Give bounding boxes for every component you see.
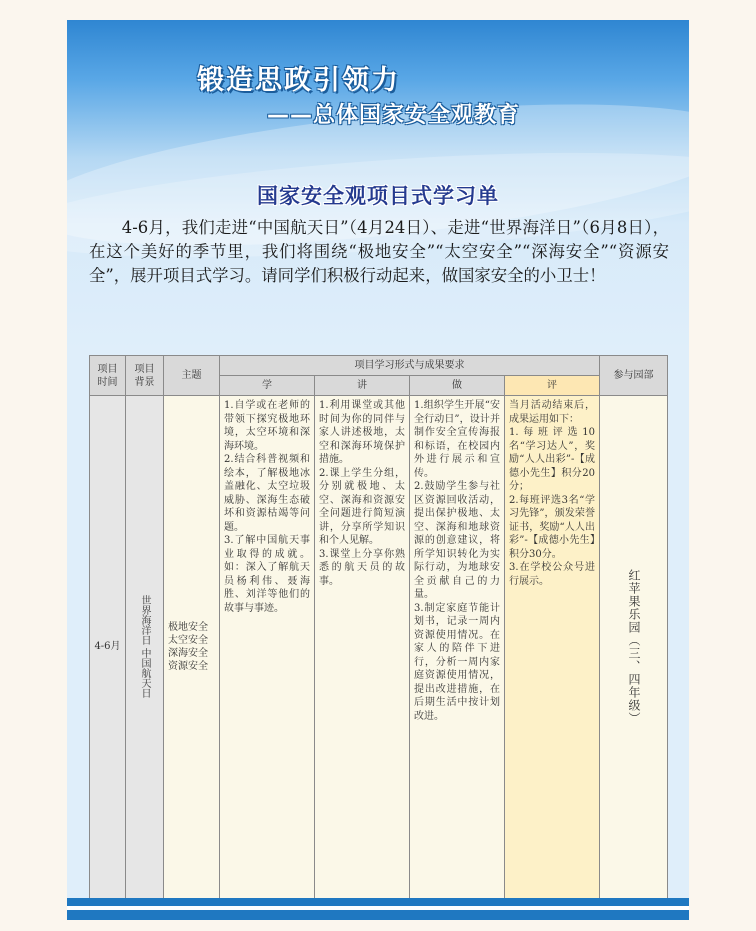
project-table <box>89 355 668 899</box>
table-row <box>90 396 668 899</box>
intro-paragraph: 4-6月，我们走进“中国航天日”（4月24日）、走进“世界海洋日”（6月8日），在这个美好的季节里，我们将围绕“极地安全”“太空安全”“深海安全”“资源安全”，展开项目式学习。请同学们积极行动起来，做国家安全的小卫士！ <box>89 218 669 285</box>
header-speak: 讲 <box>315 376 410 396</box>
cell-dept <box>600 396 668 899</box>
header-forms: 项目学习形式与成果要求 <box>220 356 600 376</box>
bottom-bar <box>67 910 689 920</box>
header-time: 项目 时间 <box>90 356 126 396</box>
bottom-bar <box>67 898 689 906</box>
poster-subtitle: ——总体国家安全观教育 <box>267 103 521 128</box>
poster-title: 锻造思政引领力 <box>197 65 400 96</box>
header-do: 做 <box>410 376 505 396</box>
study-sheet-title: 国家安全观项目式学习单 <box>257 183 499 208</box>
poster <box>67 20 689 920</box>
cell-time: 4-6月 <box>90 396 126 899</box>
header-theme: 主题 <box>164 356 220 396</box>
header-dept: 参与园部 <box>600 356 668 396</box>
background-text: 世界海洋日 中国航天日 <box>139 595 150 699</box>
header-background: 项目 背景 <box>126 356 164 396</box>
cell-theme: 极地安全 太空安全 深海安全 资源安全 <box>164 396 220 899</box>
header-learn: 学 <box>220 376 315 396</box>
cell-evaluate: 当月活动结束后，成果运用如下： 1.每班评选10名“学习达人”，奖励“人人出彩”-【成德小先生】积分20分； 2.每班评选3名“学习先锋”，颁发荣誉证书，奖励“人人出彩”-【成德小先生】积分30分。 3.在学校公众号进行展示。 <box>505 396 600 899</box>
cell-learn: 1.自学或在老师的带领下探究极地环境，太空环境和深海环境。 2.结合科普视频和绘本，了解极地冰盖融化、太空垃圾威胁、深海生态破坏和资源枯竭等问题。 3.了解中国航天事业取得的成就。如：深入了解航天员杨利伟、聂海胜、刘洋等他们的故事与事迹。 <box>220 396 315 899</box>
dept-text: 红苹果乐园（三、四年级） <box>627 569 641 725</box>
header-evaluate: 评 <box>505 376 600 396</box>
cell-do: 1.组织学生开展“安全行动日”，设计并制作安全宣传海报和标语，在校园内外进行展示和宣传。 2.鼓励学生参与社区资源回收活动，提出保护极地、太空、深海和地球资源的创意建议，将所学知识转化为实际行动，为地球安全贡献自己的力量。 3.制定家庭节能计划书，记录一周内资源使用情况。在家人的陪伴下进行，分析一周内家庭资源使用情况，提出改进措施，在后期生活中按计划改进。 <box>410 396 505 899</box>
cell-speak: 1.利用课堂或其他时间为你的同伴与家人讲述极地，太空和深海环境保护措施。 2.课上学生分组，分别就极地、太空、深海和资源安全问题进行简短演讲，分享所学知识和个人见解。 3.课堂上分享你熟悉的航天员的故事。 <box>315 396 410 899</box>
cell-background <box>126 396 164 899</box>
